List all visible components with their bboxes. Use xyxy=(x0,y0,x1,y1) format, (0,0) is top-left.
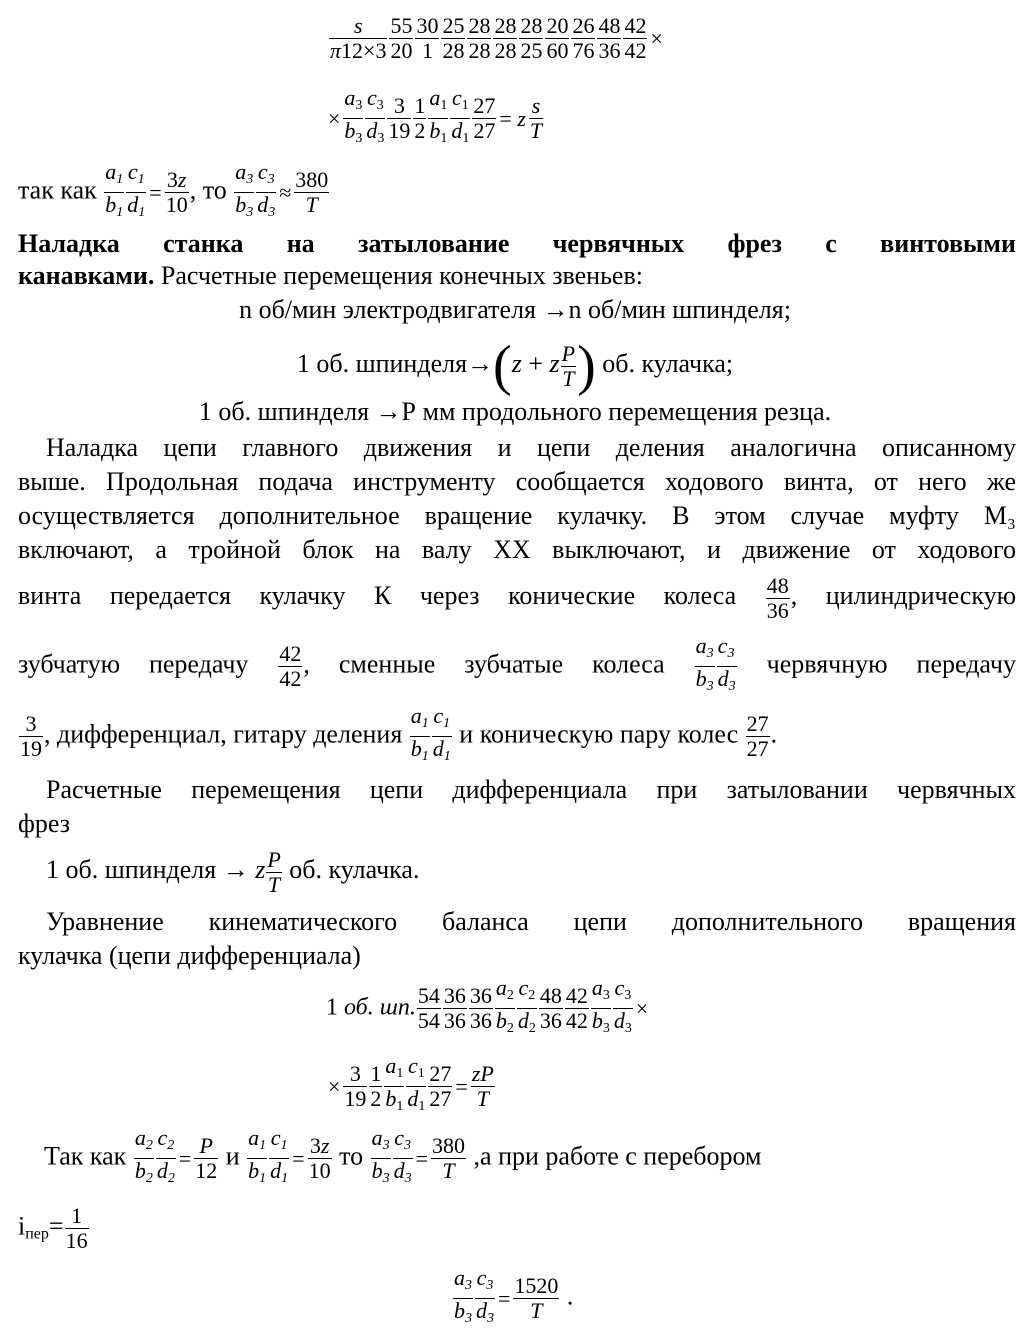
fraction: $\frac{30}{1}$ xyxy=(416,13,439,63)
movement-2: 1 об. шпинделя→(z + z $\frac{P}{T}$ ) об. кулачка; xyxy=(296,335,734,397)
fraction: $\frac{c_3}{d_3}$ xyxy=(366,85,385,146)
paragraph-1-line-3: осуществляется дополнительное вращение кулачку. В этом случае муфту М₃ xyxy=(18,501,1016,530)
movement-4: 1 об. шпинделя → z $\frac{P}{T}$ об. кулачка. xyxy=(46,846,420,897)
fraction: $\frac{48}{36}$ xyxy=(598,13,621,63)
fraction: $\frac{a_1}{b_1}$ xyxy=(429,85,448,146)
fraction: $\frac{3}{19}$ xyxy=(344,1061,367,1111)
fraction: $\frac{1}{2}$ xyxy=(414,93,426,143)
fraction: $\frac{c_1}{d_1}$ xyxy=(127,159,146,220)
paragraph-1-line-1: Наладка цепи главного движения и цепи деления аналогична описанному xyxy=(46,433,1016,462)
paragraph-2-line-2: фрез xyxy=(18,809,70,838)
fraction: $\frac{s}{\pi 12\times 3}$ xyxy=(330,13,387,63)
fraction: $\frac{20}{60}$ xyxy=(546,13,569,63)
fraction: $\frac{3}{19}$ xyxy=(388,93,411,143)
fraction: $\frac{48}{36}$ xyxy=(539,983,562,1033)
fraction: $\frac{27}{27}$ xyxy=(429,1061,452,1111)
fraction: $\frac{42}{42}$ xyxy=(565,983,588,1033)
fraction: $\frac{a_2}{b_2}$ xyxy=(495,975,514,1036)
fraction: $\frac{54}{54}$ xyxy=(417,983,440,1033)
equation-2-line-2: × $\frac{3}{19}$ $\frac{1}{2}$ $\frac{a_1}{b_1}$ $\frac{c_1}{d_1}$ $\frac{27}{27}$ = $\frac{zP}{T}$ xyxy=(326,1054,496,1119)
fraction: $\frac{zP}{T}$ xyxy=(471,1061,494,1111)
fraction: $\frac{3z}{10}$ xyxy=(165,167,188,217)
movement-3: 1 об. шпинделя →Р мм продольного перемещения резца. xyxy=(198,397,832,426)
paragraph-3-line-1: Уравнение кинематического баланса цепи дополнительного вращения xyxy=(46,907,1016,936)
fraction: $\frac{s}{T}$ xyxy=(529,93,543,143)
final-equation: $\frac{a_3}{b_3}$ $\frac{c_3}{d_3}$ = $\frac{1520}{T}$ . xyxy=(454,1265,574,1326)
equation-1-line-2: × $\frac{a_3}{b_3}$ $\frac{c_3}{d_3}$ $\frac{3}{19}$ $\frac{1}{2}$ $\frac{a_1}{b_1}$ $\frac{c_1}{d_1}$ $\frac{27}{27}$ = z $\frac{s}{T}$ xyxy=(326,86,544,151)
fraction: $\frac{26}{76}$ xyxy=(572,13,595,63)
fraction: $\frac{28}{28}$ xyxy=(494,13,517,63)
paragraph-1-line-4: включают, а тройной блок на валу XX выключают, и движение от ходового xyxy=(18,535,1016,564)
heading-line-2: канавками. Расчетные перемещения конечных звеньев: xyxy=(18,261,643,290)
heading-line-1 xyxy=(18,228,1016,260)
equation-2-line-1: 1 об. шп. $\frac{54}{54}$ $\frac{36}{36}$ $\frac{36}{36}$ $\frac{a_2}{b_2}$ $\frac{c_2}{d_2}$ $\frac{48}{36}$ $\frac{42}{42}$ $\frac{a_3}{b_3}$ $\frac{c_3}{d_3}$ × xyxy=(326,976,650,1041)
fraction: $\frac{36}{36}$ xyxy=(469,983,492,1033)
equation-1-line-1: $\frac{s}{\pi 12\times 3}$ $\frac{55}{20}$ $\frac{30}{1}$ $\frac{25}{28}$ $\frac{28}{28}$ $\frac{28}{28}$ $\frac{28}{25}$ $\frac{20}{60}$ $\frac{26}{76}$ $\frac{48}{36}$ $\frac{42}{42}$ × xyxy=(330,13,663,63)
fraction: $\frac{42}{42}$ xyxy=(624,13,647,63)
fraction: $\frac{c_2}{d_2}$ xyxy=(517,975,536,1036)
paragraph-1-line-5: винта передается кулачку К через конические колеса $\frac{48}{36}$ , цилиндрическую xyxy=(18,572,1017,623)
fraction: $\frac{380}{T}$ xyxy=(295,167,329,217)
fraction: $\frac{c_1}{d_1}$ xyxy=(407,1053,426,1114)
fraction: $\frac{c_3}{d_3}$ xyxy=(613,975,632,1036)
paragraph-1-line-6: зубчатую передачу $\frac{42}{42}$ , сменные зубчатые колеса $\frac{a_3}{b_3}$ $\frac{c_3}{d_3}$ червячную передачу xyxy=(18,633,1017,694)
since-relation: так как $\frac{a_1}{b_1}$ $\frac{c_1}{d_1}$ = $\frac{3z}{10}$ , то $\frac{a_3}{b_3}$ $\frac{c_3}{d_3}$ ≈ $\frac{380}{T}$ xyxy=(18,160,330,225)
fraction: $\frac{a_1}{b_1}$ xyxy=(105,159,124,220)
paragraph-2-line-1: Расчетные перемещения цепи дифференциала при затыловании червячных xyxy=(46,775,1016,804)
fraction: $\frac{28}{28}$ xyxy=(468,13,491,63)
fraction: $\frac{1}{2}$ xyxy=(370,1061,382,1111)
fraction: $\frac{a_1}{b_1}$ xyxy=(385,1053,404,1114)
so-relation: Так как $\frac{a_2}{b_2}$ $\frac{c_2}{d_2}$ = $\frac{P}{12}$ и $\frac{a_1}{b_1}$ $\frac{c_1}{d_1}$ = $\frac{3z}{10}$ то $\frac{a_3}{b_3}$ $\frac{c_3}{d_3}$ = $\frac{380}{T}$ ,а при работе с перебором xyxy=(44,1125,762,1186)
fraction: $\frac{a_3}{b_3}$ xyxy=(235,159,254,220)
since-text: так как xyxy=(18,175,97,205)
movement-1: n об/мин электродвигателя →n об/мин шпинделя; xyxy=(239,295,791,324)
fraction: $\frac{c_1}{d_1}$ xyxy=(451,85,470,146)
then-text: , то xyxy=(189,175,227,205)
fraction: $\frac{a_3}{b_3}$ xyxy=(591,975,610,1036)
fraction: $\frac{c_3}{d_3}$ xyxy=(257,159,276,220)
paragraph-1-line-2: выше. Продольная подача инструменту сообщается ходового винта, от него же xyxy=(18,467,1016,496)
fraction: $\frac{36}{36}$ xyxy=(443,983,466,1033)
paragraph-3-line-2: кулачка (цепи дифференциала) xyxy=(18,941,361,970)
fraction: $\frac{a_3}{b_3}$ xyxy=(344,85,363,146)
fraction: $\frac{27}{27}$ xyxy=(473,93,496,143)
paragraph-1-line-7: $\frac{3}{19}$ , дифференциал, гитару деления $\frac{a_1}{b_1}$ $\frac{c_1}{d_1}$ и коническую пару колес $\frac{27}{27}$ . xyxy=(20,703,778,764)
fraction: $\frac{25}{28}$ xyxy=(442,13,465,63)
fraction: $\frac{55}{20}$ xyxy=(390,13,413,63)
gear-ratio: $i_{пер}=$ $\frac{1}{16}$ xyxy=(18,1203,88,1253)
fraction: $\frac{28}{25}$ xyxy=(520,13,543,63)
section-heading: Наладка станка на затылование червячных фрез с винтовыми xyxy=(18,229,1016,258)
